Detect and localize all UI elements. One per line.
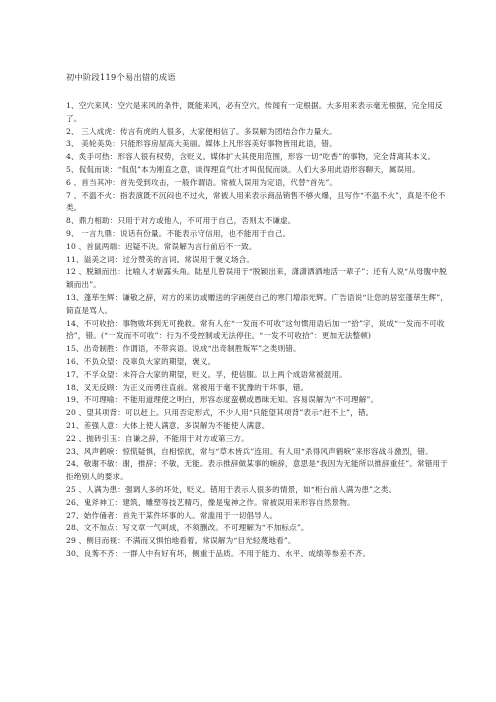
document-title: 初中阶段119个易出错的成语 <box>66 72 176 82</box>
idiom-entry: 8、鼎力相助：只用于对方或他人，不可用于自己，否则太不谦虚。 <box>66 216 296 226</box>
idiom-entry: 17、不孚众望：未符合大家的期望，贬义。孚，使信服。以上两个成语常被混用。 <box>66 369 347 379</box>
idiom-entry: 22 、抛砖引玉：自谦之辞，不能用于对方或第三方。 <box>66 433 249 443</box>
idiom-entry: 29 、侧目而视：不满而又惧怕地看着。常误解为“目光轻蔑地看”。 <box>66 536 296 546</box>
idiom-entry: 16、不负众望：没辜负大家的期望，褒义。 <box>66 356 216 366</box>
idiom-entry: 10 、首鼠两端：迟疑不决。常误解为言行前后不一致。 <box>66 241 257 251</box>
idiom-entry: 25 、人满为患：强调人多的坏处，贬义。错用于表示人很多的情景，如“柜台前人满为患”之类。 <box>66 484 397 494</box>
idiom-entry: 13、蓬荜生辉：谦敬之辞，对方的来访或赠送的字画使自己的寒门增添光辉。广告语说“让您的居室蓬荜生辉”，简直是骂人。 <box>66 292 448 315</box>
idiom-entry: 28、文不加点：写文章一气呵成，不须删改。不可理解为“不加标点”。 <box>66 523 309 533</box>
idiom-entry: 1、空穴来风：空穴是来风的条件，既能来风，必有空穴，传闻有一定根据。大多用来表示毫无根据，完全用反了。 <box>66 101 443 123</box>
idiom-entry: 3、 美轮美奂：只能形容房屋高大美丽。媒体上凡形容美好事物皆用此语，错。 <box>66 139 337 149</box>
idiom-entry: 7 、不温不火：指表演既不沉闷也不过火，常被人用来表示商品销售不够火爆，且写作“不温不火”，真是不伦不类。 <box>66 190 446 213</box>
idiom-entry: 5、侃侃而谈：“侃侃”本为刚直之意，谈得理直气壮才叫侃侃而谈。人们大多用此语形容聊天，属误用。 <box>66 164 420 174</box>
idiom-entry: 15、出奇制胜：作谓语，不带宾语。说成“出奇制胜叛军”之类则错。 <box>66 344 301 354</box>
idiom-entry: 26、鬼斧神工：建筑、雕塑等技艺精巧，像是鬼神之作。常被误用来形容自然景物。 <box>66 497 355 507</box>
idiom-entry: 18、叉无反顾：为正义而勇往直前。常被用于毫不犹豫的干坏事，错。 <box>66 382 309 392</box>
idiom-entry: 30、良莠不齐：一群人中有好有坏，侧重于品质。不用于能力、水平、成绩等参差不齐。 <box>66 548 371 558</box>
idiom-list <box>66 100 452 561</box>
idiom-entry: 27、始作俑者：首先干某件坏事的人。常滥用于一切倡导人。 <box>66 510 278 520</box>
idiom-entry: 23、风声鹤唳：惊慌疑惧，自相惊扰，常与“草木皆兵”连用。有人用“杀得风声鹤唳”来形容战斗激烈，错。 <box>66 446 433 456</box>
idiom-entry: 14、不可收拾：事物败坏到无可挽救。常有人在“一发而不可收”这句惯用语后加一“拾”字，说成“一发而不可收拾”，错。(“一发而不可收”：行为不受控制或无法停住。“一发不可收拾”：更加无法整顿) <box>66 318 445 341</box>
idiom-entry: 20 、望其项背：可以赶上。只用否定形式，不少人用“只能望其项背”表示“赶不上”，错。 <box>66 408 374 418</box>
idiom-entry: 21、差强人意：大体上使人满意。多误解为不能使人满意。 <box>66 420 270 430</box>
idiom-entry: 19、不可理喻：不能用道理使之明白，形容态度蛮横或愚昧无知。容易误解为“不可理解”。 <box>66 395 379 405</box>
idiom-entry: 11、溢美之词：过分赞美的言词。常误用于褒义场合。 <box>66 254 255 264</box>
idiom-entry: 4、炙手可热：形容人很有权势，含贬义。媒体扩大其使用范围，形容一切“吃香”的事物，完全背离其本义。 <box>66 152 436 162</box>
idiom-entry: 6 、首当其冲：首先受到攻击，一般作谓语。常被人误用为定语，代替“首先”。 <box>66 177 338 187</box>
idiom-entry: 12 、脱颖而出：比喻人才崭露头角。陆星儿曾误用于“脱颖出来，潇潇洒洒地活一辈子”；还有人说“从母腹中脱颖而出”。 <box>66 267 447 290</box>
idiom-entry: 9、 一言九鼎：说话有份量。不能表示守信用，也不能用于自己。 <box>66 228 291 238</box>
idiom-entry: 2、 三人成虎：传言有虎的人很多，大家便相信了。多误解为团结合作力量大。 <box>66 126 337 136</box>
idiom-entry: 24、敬谢不敏：谢，推辞；不敏，无能。表示推辞做某事的婉辞，意思是“我因为无能所以推辞重任”。常错用于拒绝别人的要求。 <box>66 459 448 482</box>
